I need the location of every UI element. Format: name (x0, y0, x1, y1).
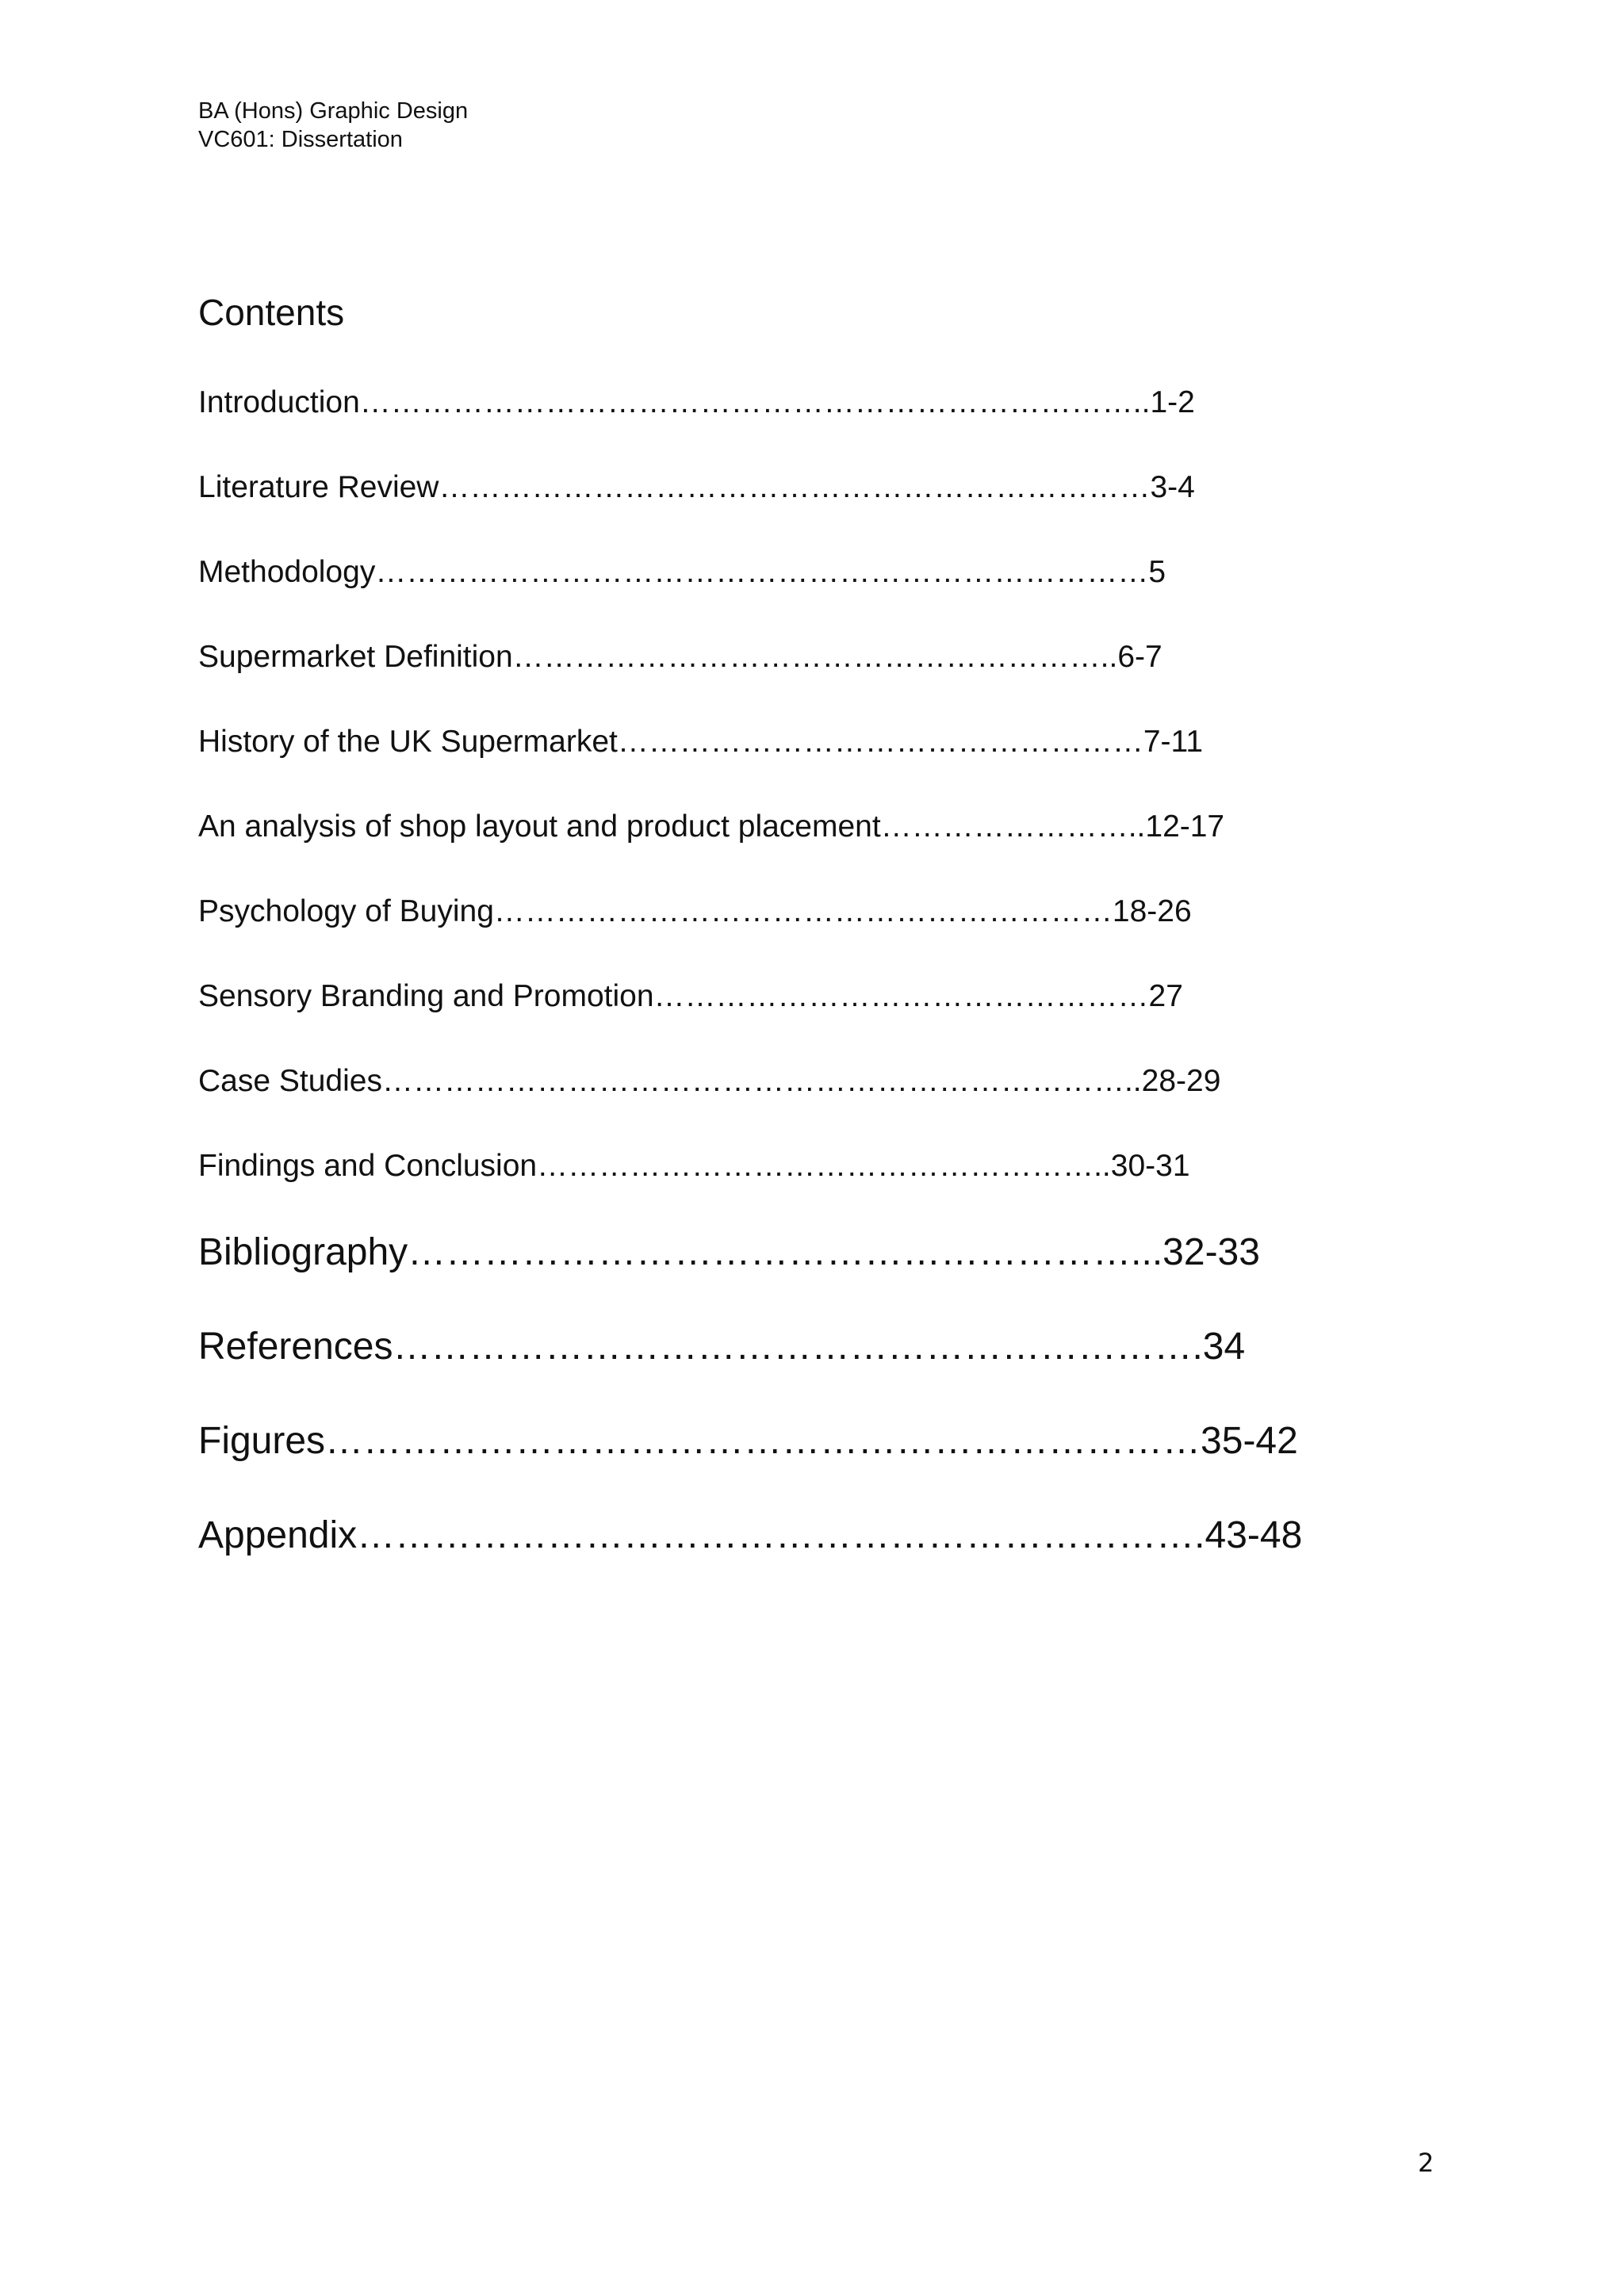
toc-entry-literature-review: Literature Review……………………………………………………………3-4 (198, 470, 1195, 504)
toc-entry-supermarket-definition: Supermarket Definition…………………………………………………..6-7 (198, 640, 1162, 674)
toc-entry-introduction: Introduction…………………………………………………………………..1-2 (198, 385, 1195, 419)
toc-entry-figures: Figures……………………………………………………………35-42 (198, 1420, 1298, 1462)
page-number: 2 (1418, 2148, 1434, 2178)
header-module: VC601: Dissertation (198, 127, 403, 152)
toc-entry-psychology-of-buying: Psychology of Buying……………………………………………………18-26 (198, 894, 1192, 928)
toc-entry-history: History of the UK Supermarket……………………………………………7-11 (198, 725, 1204, 759)
toc-entry-appendix: Appendix………………………………………………………….43-48 (198, 1514, 1303, 1556)
toc-entry-references: References……………………………………………………….34 (198, 1326, 1246, 1368)
toc-entry-methodology: Methodology…………………………………………………………………5 (198, 555, 1166, 589)
document-header (198, 97, 468, 154)
contents-heading: Contents (198, 292, 345, 333)
toc-entry-bibliography: Bibliography…………………………………………………...32-33 (198, 1231, 1260, 1273)
toc-entry-shop-layout: An analysis of shop layout and product placement……………………..12-17 (198, 809, 1225, 844)
toc-entry-findings: Findings and Conclusion………………………………………………..30-31 (198, 1149, 1190, 1183)
toc-entry-sensory-branding: Sensory Branding and Promotion…………………………………………27 (198, 979, 1183, 1013)
header-course: BA (Hons) Graphic Design (198, 98, 469, 124)
toc-entry-case-studies: Case Studies………………………………………………………………..28-29 (198, 1064, 1221, 1098)
